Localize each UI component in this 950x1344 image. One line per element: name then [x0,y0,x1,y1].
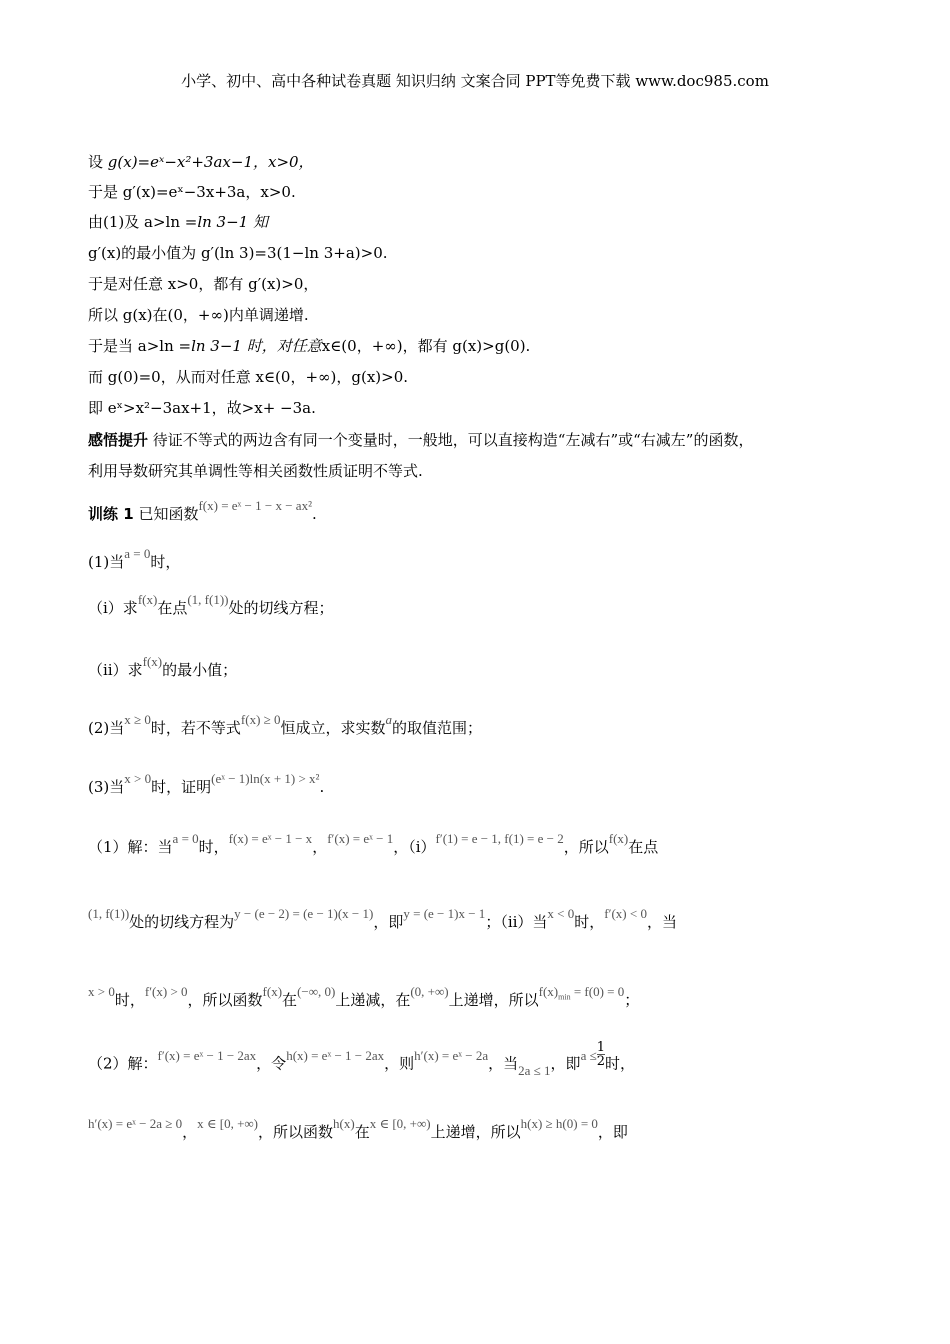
math-expr: h′(x) = eˣ − 2a ≥ 0 [88,1116,183,1131]
math-expr: f(x) [142,654,163,669]
text: 时，证明 [151,778,212,796]
text: 上递增，所以 [448,991,539,1009]
text: 时， [114,991,145,1009]
math-expr: f(x) = eˣ − 1 − x [228,831,313,846]
text: ；（ⅱ）当 [485,913,548,931]
math-expr: f(x) = eˣ − 1 − x − ax² [198,498,312,513]
math-expr: h(x) ≥ h(0) = 0 [520,1116,598,1131]
text: 在 [282,991,298,1009]
math-expr: (0, +∞) [410,984,449,999]
text: （ⅰ）求 [88,599,138,617]
text: ，则 [384,1054,415,1073]
proof-line-7 [88,336,530,356]
text: ，所以函数 [187,991,263,1009]
math-expr: f′(x) = eˣ − 1 [327,831,394,846]
solution-line-3 [88,984,640,1017]
math-expr: f(x) [137,592,158,607]
proof-line-3 [88,212,268,232]
text: 时， [605,1054,636,1073]
exercise-q1-ii [88,654,238,681]
math-expr: a [385,712,393,727]
text: ， [182,1123,198,1141]
text: 的最小值； [162,661,238,679]
text: = f(0) = 0 [570,984,625,999]
text: 时，若不等式 [150,719,241,737]
text: 在 [354,1123,370,1141]
exercise-q3 [88,771,325,798]
insight-label: 感悟提升 [88,431,149,449]
solution-line-4 [88,1040,636,1078]
text: 处的切线方程为 [129,913,235,931]
math-expr [538,984,625,1002]
math-expr: x ≥ 0 [124,712,151,727]
math-expr: g(x)=eˣ−x²+3ax−1，x>0， [107,153,314,171]
math-expr: x > 0 [124,771,152,786]
text: 在点 [157,599,188,617]
math-expr: f′(x) > 0 [144,984,188,999]
math-expr: y = (e − 1)x − 1 [403,906,486,921]
text: ，所以函数 [258,1123,334,1141]
text: (2)当 [88,719,125,737]
math-expr: (−∞, 0) [297,984,336,999]
math-expr: (1, f(1)) [88,906,130,921]
text: ，即 [550,1054,581,1073]
text: 由(1)及 a>ln [88,213,185,231]
text: 时， [150,553,181,571]
text: (1)当 [88,553,125,571]
text: （1）解：当 [88,838,173,856]
proof-line-2: 于是 g′(x)=eˣ−3x+3a，x>0. [88,183,296,201]
text: 处的切线方程； [228,599,334,617]
text: 时， [574,913,605,931]
subscript: min [558,992,571,1002]
text: 于是当 a>ln [88,337,179,355]
proof-line-4: g′(x)的最小值为 g′(ln 3)=3(1−ln 3+a)>0. [88,244,388,262]
math-expr: f(x) [262,984,283,999]
text: 上递减，在 [335,991,411,1009]
exercise-title [88,498,317,525]
text: ，当 [488,1054,519,1073]
exercise-label: 训练 1 [88,505,134,523]
text: 上递增，所以 [430,1123,521,1141]
text: ，即 [597,1123,628,1141]
math-expr: f′(x) = eˣ − 1 − 2ax [157,1047,257,1063]
math-expr: x < 0 [547,906,575,921]
text: f(x) [538,984,559,999]
exercise-q2 [88,712,483,739]
insight-line-2: 利用导数研究其单调性等相关函数性质证明不等式. [88,462,423,480]
text: x∈(0，+∞)，都有 g(x)>g(0). [321,337,531,355]
text: . [319,778,325,796]
math-expr: f′(1) = e − 1, f(1) = e − 2 [435,831,564,846]
proof-line-8: 而 g(0)=0，从而对任意 x∈(0，+∞)，g(x)>0. [88,368,409,386]
numerator: 1 [596,1040,605,1055]
text: （ⅱ）求 [88,661,143,679]
proof-line-1 [88,152,314,172]
math-expr: a = 0 [124,546,151,561]
text: ， [312,838,328,856]
math-expr: (eˣ − 1)ln(x + 1) > x² [211,771,320,786]
text: . [311,505,317,523]
text: ，所以 [563,838,609,856]
math-expr: x ∈ [0, +∞) [369,1116,431,1131]
proof-line-9: 即 eˣ>x²−3ax+1，故>x+ −3a. [88,399,316,417]
math-expr: f′(x) < 0 [604,906,647,921]
text: 待证不等式的两边含有同一个变量时，一般地，可以直接构造“左减右”或“右减左”的函数， [148,431,754,449]
math-expr: h(x) = eˣ − 1 − 2ax [286,1047,385,1063]
text: 时， [198,838,229,856]
math-expr: f(x) [608,831,629,846]
proof-line-6: 所以 g(x)在(0，+∞)内单调递增. [88,306,309,324]
math-expr: 2a ≤ 1 [518,1062,551,1078]
text: 的取值范围； [392,719,483,737]
text: 已知函数 [133,505,199,523]
math-expr: h(x) [333,1116,355,1131]
solution-line-1 [88,831,659,858]
insight-line-1 [88,430,753,450]
fraction [597,1041,605,1068]
math-expr: a = 0 [172,831,199,846]
math-expr: x ∈ [0, +∞) [197,1116,259,1131]
text: 设 [88,153,108,171]
exercise-q1-i [88,592,334,619]
text: （2）解： [88,1054,158,1073]
page-header: 小学、初中、高中各种试卷真题 知识归纳 文案合同 PPT等免费下载 www.doc985.com [181,72,769,90]
text: (3)当 [88,778,125,796]
exercise-q1 [88,546,181,573]
proof-line-5: 于是对任意 x>0，都有 g′(x)>0， [88,275,319,293]
text: ，即 [373,913,404,931]
solution-line-5 [88,1116,628,1143]
text: ； [624,991,640,1009]
solution-line-2 [88,906,677,933]
math-expr: a ≤ [580,1047,597,1063]
math-expr: (1, f(1)) [187,592,229,607]
text: =ln 3−1 知 [184,213,268,231]
text: 在点 [628,838,659,856]
text: ，（ⅰ） [393,838,436,856]
math-expr: f(x) ≥ 0 [240,712,281,727]
math-expr: h′(x) = eˣ − 2a [414,1047,489,1063]
text: ，当 [646,913,677,931]
math-expr: y − (e − 2) = (e − 1)(x − 1) [234,906,374,921]
text: ，令 [256,1054,287,1073]
denominator: 2 [596,1054,605,1069]
text: =ln 3−1 时，对任意 [178,337,322,355]
math-expr: x > 0 [88,984,115,999]
text: 恒成立，求实数 [280,719,386,737]
